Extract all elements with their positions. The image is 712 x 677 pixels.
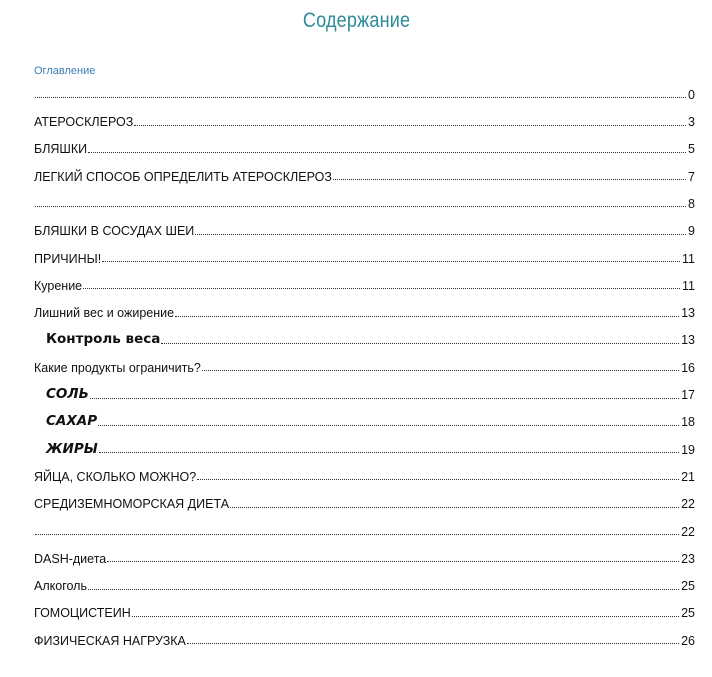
dot-leader xyxy=(132,616,679,617)
dot-leader xyxy=(88,589,679,590)
dot-leader xyxy=(35,97,686,98)
toc-heading-link[interactable]: Оглавление xyxy=(34,65,96,77)
toc-entry[interactable] xyxy=(34,567,695,594)
dot-leader xyxy=(98,425,679,426)
toc-entry-page-number[interactable]: 17 xyxy=(681,388,695,403)
toc-entry-page-number[interactable]: 11 xyxy=(682,278,695,293)
toc-entry-page-number[interactable]: 26 xyxy=(681,633,695,648)
dot-leader xyxy=(134,125,686,126)
toc-entry[interactable] xyxy=(34,376,695,403)
toc-entry-page-number[interactable]: 3 xyxy=(688,115,695,130)
toc-entry-page-number[interactable]: 0 xyxy=(688,87,695,102)
toc-entry-label[interactable]: Курение xyxy=(34,278,83,293)
dot-leader xyxy=(90,398,679,399)
toc-entry[interactable] xyxy=(34,622,695,649)
toc-entry-page-number[interactable]: 7 xyxy=(688,169,695,184)
table-of-contents xyxy=(34,76,695,649)
toc-entry-label[interactable]: АТЕРОСКЛЕРОЗ xyxy=(34,115,134,130)
dot-leader xyxy=(102,261,680,262)
toc-entry[interactable] xyxy=(34,212,695,239)
toc-entry-label[interactable]: DASH-диета xyxy=(34,551,107,566)
toc-entry[interactable] xyxy=(34,76,695,103)
toc-entry-label[interactable]: БЛЯШКИ В СОСУДАХ ШЕИ xyxy=(34,224,195,239)
toc-entry-label[interactable]: Какие продукты ограничить? xyxy=(34,360,201,375)
dot-leader xyxy=(88,152,686,153)
toc-entry[interactable] xyxy=(34,103,695,130)
dot-leader xyxy=(230,507,679,508)
toc-entry-page-number[interactable]: 18 xyxy=(681,415,695,430)
toc-entry-page-number[interactable]: 21 xyxy=(681,469,695,484)
dot-leader xyxy=(195,234,686,235)
dot-leader xyxy=(83,288,680,289)
toc-entry-page-number[interactable]: 13 xyxy=(681,333,695,348)
toc-entry[interactable] xyxy=(34,513,695,540)
page-title: Содержание xyxy=(302,9,411,32)
toc-entry-label[interactable]: ФИЗИЧЕСКАЯ НАГРУЗКА xyxy=(34,633,186,648)
toc-entry[interactable] xyxy=(34,431,695,458)
toc-entry-page-number[interactable]: 25 xyxy=(681,579,695,594)
toc-entry-label[interactable]: СРЕДИЗЕМНОМОРСКАЯ ДИЕТА xyxy=(34,497,230,512)
dot-leader xyxy=(202,370,679,371)
toc-entry-page-number[interactable]: 22 xyxy=(681,497,695,512)
dot-leader xyxy=(197,479,679,480)
toc-entry-page-number[interactable]: 16 xyxy=(681,360,695,375)
toc-entry[interactable] xyxy=(34,240,695,267)
toc-entry-page-number[interactable]: 5 xyxy=(688,142,695,157)
dot-leader xyxy=(161,343,679,344)
toc-entry-page-number[interactable]: 19 xyxy=(681,442,695,457)
toc-entry[interactable] xyxy=(34,322,695,349)
toc-entry-label[interactable]: ЖИРЫ xyxy=(46,440,98,457)
toc-entry-label[interactable]: БЛЯШКИ xyxy=(34,142,88,157)
toc-entry[interactable] xyxy=(34,185,695,212)
toc-entry-label[interactable]: СОЛЬ xyxy=(46,386,89,403)
toc-entry-label[interactable]: ЛЕГКИЙ СПОСОБ ОПРЕДЕЛИТЬ АТЕРОСКЛЕРОЗ xyxy=(34,169,332,184)
toc-entry-page-number[interactable]: 23 xyxy=(681,551,695,566)
toc-entry-label[interactable]: ПРИЧИНЫ! xyxy=(34,251,102,266)
dot-leader xyxy=(35,206,686,207)
toc-entry-label[interactable]: ГОМОЦИСТЕИН xyxy=(34,606,131,621)
toc-entry-label[interactable]: Лишний вес и ожирение xyxy=(34,306,175,321)
toc-entry-label[interactable]: Контроль веса xyxy=(46,331,161,348)
toc-entry-label[interactable]: Алкоголь xyxy=(34,579,87,594)
toc-entry-page-number[interactable]: 11 xyxy=(682,251,695,266)
toc-entry-page-number[interactable]: 13 xyxy=(681,306,695,321)
toc-entry-page-number[interactable]: 22 xyxy=(681,524,695,539)
toc-entry-label[interactable]: САХАР xyxy=(46,413,98,430)
toc-entry-page-number[interactable]: 8 xyxy=(688,196,695,211)
toc-entry-page-number[interactable]: 9 xyxy=(688,224,695,239)
dot-leader xyxy=(35,534,679,535)
dot-leader xyxy=(175,316,679,317)
dot-leader xyxy=(333,179,686,180)
toc-entry[interactable] xyxy=(34,131,695,158)
toc-entry-label[interactable]: ЯЙЦА, СКОЛЬКО МОЖНО? xyxy=(34,469,197,484)
toc-entry[interactable] xyxy=(34,485,695,512)
toc-entry[interactable] xyxy=(34,349,695,376)
toc-entry[interactable] xyxy=(34,294,695,321)
toc-entry[interactable] xyxy=(34,595,695,622)
toc-entry[interactable] xyxy=(34,404,695,431)
toc-entry[interactable] xyxy=(34,267,695,294)
toc-entry-page-number[interactable]: 25 xyxy=(681,606,695,621)
dot-leader xyxy=(107,561,679,562)
dot-leader xyxy=(187,643,679,644)
dot-leader xyxy=(99,452,679,453)
toc-entry[interactable] xyxy=(34,458,695,485)
toc-entry[interactable] xyxy=(34,540,695,567)
toc-entry[interactable] xyxy=(34,158,695,185)
